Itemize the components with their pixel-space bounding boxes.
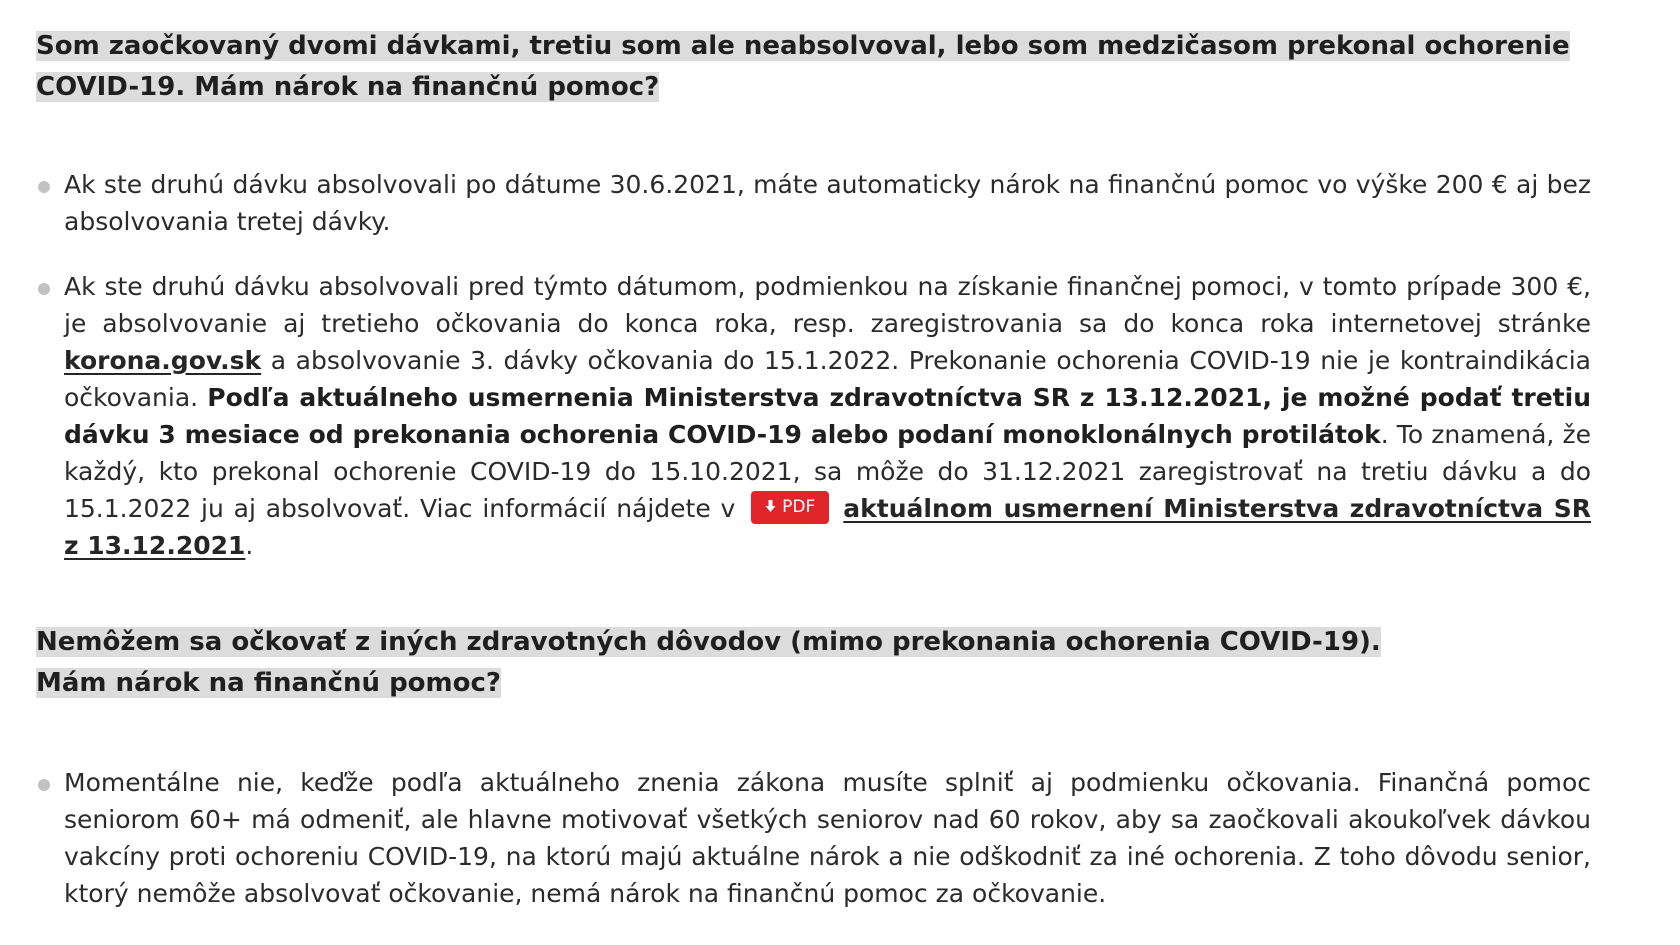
question-heading-1 (36, 26, 1586, 108)
bullet-dot-icon (38, 283, 50, 295)
question-text-1: Som zaočkovaný dvomi dávkami, tretiu som ale neabsolvoval, lebo som medzičasom prekonal ochorenie COVID-19. Mám nárok na finančnú pomoc? (36, 31, 1570, 102)
answer-list-1 (36, 166, 1591, 564)
answer-text-part: . To znamená, že každý, kto prekonal ochorenie COVID-19 do 15.10.2021, sa môže do 31.12.2021 zaregistrovať na tretiu dávku a do 15.1.2022 ju aj absolvovať. Viac informácií nájdete v (64, 420, 1591, 523)
answer-text: Momentálne nie, keďže podľa aktuálneho znenia zákona musíte splniť aj podmienku očkovania. Finančná pomoc seniorom 60+ má odmeniť, ale hlavne motivovať všetkých seniorov nad 60 rokov, aby sa zaočkovali akoukoľvek dávkou vakcíny proti ochoreniu COVID-19, na ktorú majú aktuálne nárok a nie odškodniť za iné ochorenia. Z toho dôvodu senior, ktorý nemôže absolvovať očkovanie, nemá nárok na finančnú pomoc za očkovanie. (64, 768, 1591, 908)
bullet-dot-icon (38, 181, 50, 193)
pdf-badge-label: PDF (782, 496, 816, 517)
list-item (36, 166, 1591, 240)
answer-text-part: a absolvovanie 3. dávky očkovania do 15.1.2022. Prekonanie ochorenia COVID-19 nie je kontraindikácia očkovania. (64, 346, 1591, 412)
list-item (36, 268, 1591, 564)
answer-text-part: Ak ste druhú dávku absolvovali pred týmto dátumom, podmienkou na získanie finančnej pomoci, v tomto prípade 300 €, je absolvovanie aj tretieho očkovania do konca roka, resp. zaregistrovania sa do konca roka internetovej stránke (64, 272, 1591, 338)
ministry-guidance-link[interactable]: aktuálnom usmernení Ministerstva zdravotníctva SR z 13.12.2021 (64, 494, 1591, 560)
answer-text-end: . (245, 531, 254, 560)
download-arrow-icon (765, 500, 776, 514)
korona-gov-link[interactable]: korona.gov.sk (64, 346, 262, 375)
answer-list-2 (36, 764, 1591, 912)
bullet-dot-icon (38, 779, 50, 791)
list-item (36, 764, 1591, 912)
question-heading-2 (36, 622, 1456, 704)
answer-bold-text: Podľa aktuálneho usmernenia Ministerstva zdravotníctva SR z 13.12.2021, je možné podať tretiu dávku 3 mesiace od prekonania ochorenia COVID-19 alebo podaní monoklonálnych protilátok (64, 383, 1591, 449)
pdf-badge[interactable] (751, 491, 829, 524)
question-text-2: Nemôžem sa očkovať z iných zdravotných dôvodov (mimo prekonania ochorenia COVID-19). Mám nárok na finančnú pomoc? (36, 627, 1381, 698)
answer-text: Ak ste druhú dávku absolvovali po dátume 30.6.2021, máte automaticky nárok na finančnú pomoc vo výške 200 € aj bez absolvovania tretej dávky. (64, 170, 1591, 236)
